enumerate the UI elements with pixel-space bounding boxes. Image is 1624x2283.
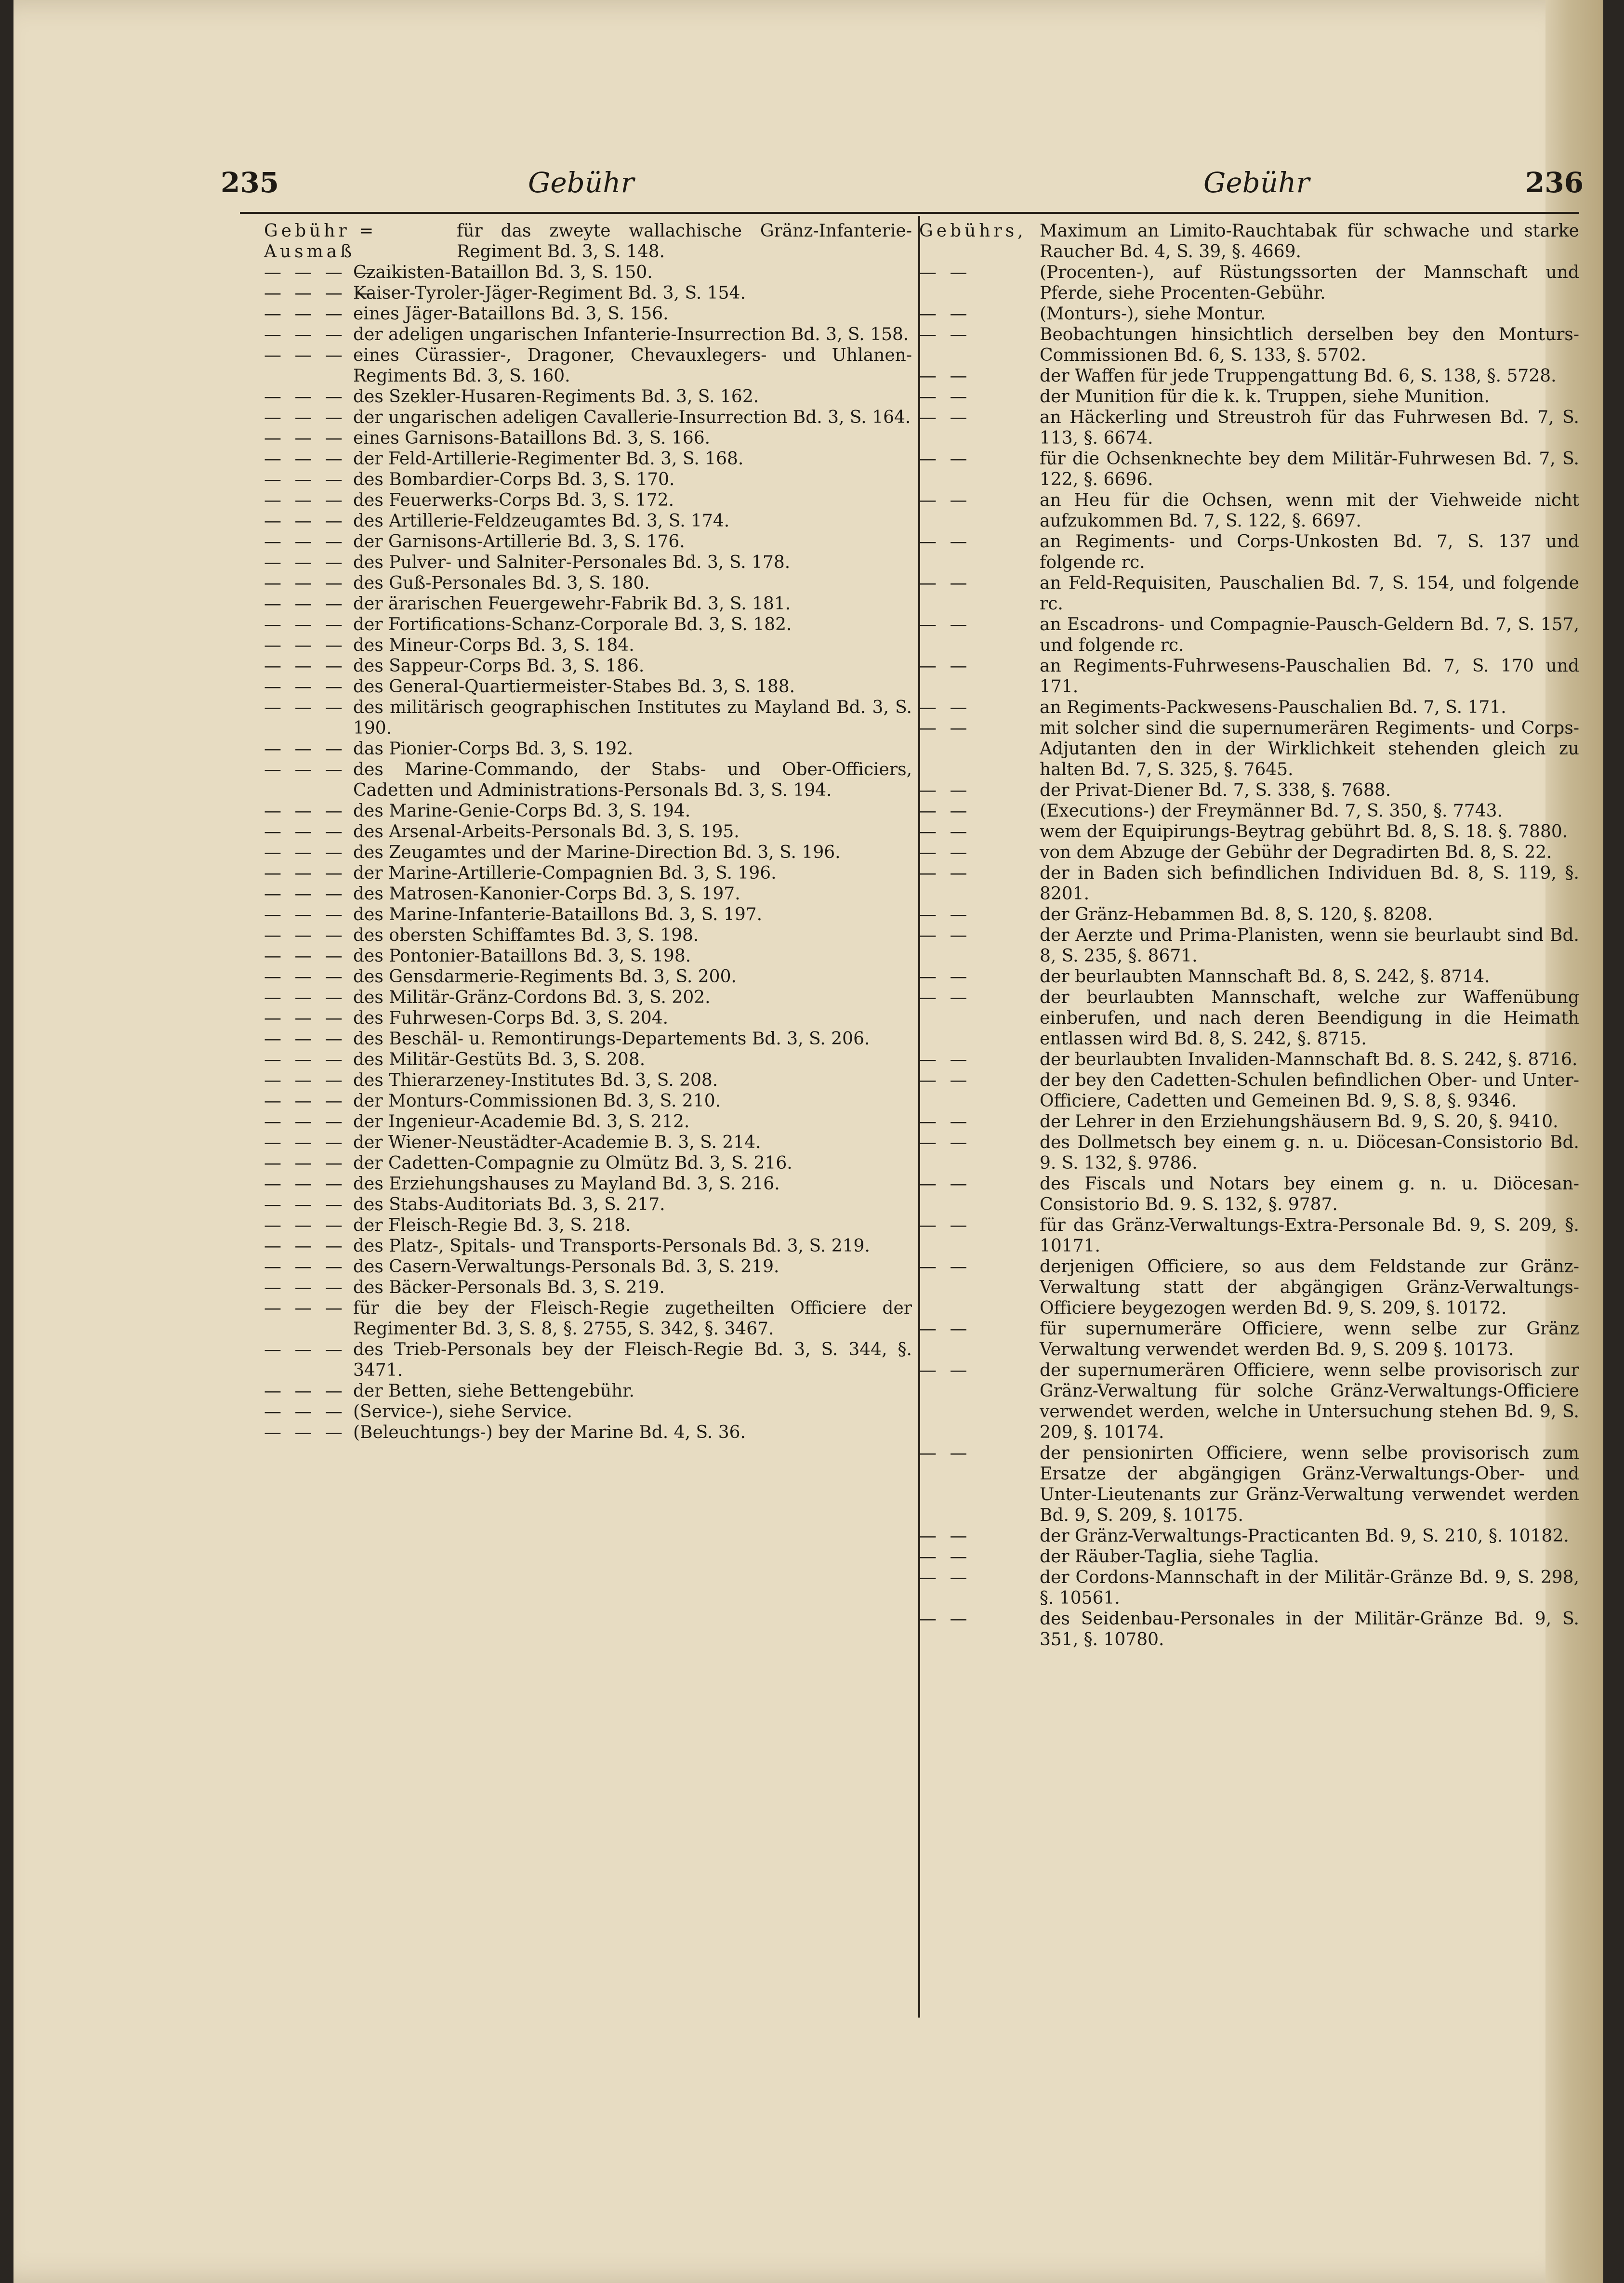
repeat-dashes: — — —: [264, 532, 346, 552]
repeat-dashes: — —: [919, 490, 971, 510]
repeat-dashes: — — —: [264, 449, 346, 469]
repeat-dashes: — —: [919, 1174, 971, 1194]
entry-text: der Feld-Artillerie-Regimenter Bd. 3, S. 168.: [353, 449, 744, 469]
repeat-dashes: — — —: [264, 822, 346, 842]
entry-text: der Cadetten-Compagnie zu Olmütz Bd. 3, S. 216.: [353, 1153, 792, 1173]
index-entry: [919, 842, 1579, 863]
right-head-label: Gebührs,: [919, 221, 1027, 241]
repeat-dashes: — — —: [264, 1381, 346, 1401]
repeat-dashes: — —: [919, 863, 971, 883]
index-entry: [919, 987, 1579, 1049]
index-entry: [919, 1070, 1579, 1111]
index-entry: [264, 1091, 912, 1111]
entry-text: der Monturs-Commissionen Bd. 3, S. 210.: [353, 1091, 721, 1111]
repeat-dashes: — —: [919, 1547, 971, 1567]
entry-text: Kaiser-Tyroler-Jäger-Regiment Bd. 3, S. 154.: [353, 283, 746, 303]
index-entry: [264, 1298, 912, 1339]
entry-text: des Fiscals und Notars bey einem g. n. u. Diöcesan-Consistorio Bd. 9. S. 132, §. 9787.: [1040, 1174, 1579, 1214]
repeat-dashes: — — —: [264, 345, 346, 365]
right-head-entry: [919, 221, 1579, 262]
entry-text: des Erziehungshauses zu Mayland Bd. 3, S. 216.: [353, 1174, 780, 1194]
entry-text: des Feuerwerks-Corps Bd. 3, S. 172.: [353, 490, 674, 510]
repeat-dashes: — —: [919, 1360, 971, 1380]
repeat-dashes: — —: [919, 1257, 971, 1277]
repeat-dashes: — — —: [264, 1236, 346, 1256]
repeat-dashes: — — —: [264, 1112, 346, 1132]
repeat-dashes: — — —: [264, 594, 346, 614]
repeat-dashes: — — —: [264, 1050, 346, 1069]
repeat-dashes: — —: [919, 1050, 971, 1069]
repeat-dashes: — —: [919, 1215, 971, 1235]
index-entry: [919, 656, 1579, 697]
entry-text: für supernumeräre Officiere, wenn selbe zur Gränz Verwaltung verwendet werden Bd. 9, S. 209 §. 10173.: [1040, 1319, 1579, 1359]
repeat-dashes: — —: [919, 801, 971, 821]
repeat-dashes: — —: [919, 1526, 971, 1546]
entry-text: für die Ochsenknechte bey dem Militär-Fuhrwesen Bd. 7, S. 122, §. 6696.: [1040, 449, 1579, 489]
entry-text: der Wiener-Neustädter-Academie B. 3, S. 214.: [353, 1133, 761, 1152]
index-entry: [919, 1609, 1579, 1650]
repeat-dashes: — —: [919, 1443, 971, 1463]
index-entry: [919, 1567, 1579, 1609]
index-entry: [919, 1256, 1579, 1319]
repeat-dashes: — — —: [264, 1070, 346, 1090]
entry-text: des Seidenbau-Personales in der Militär-Gränze Bd. 9, S. 351, §. 10780.: [1040, 1609, 1579, 1650]
entry-text: der beurlaubten Invaliden-Mannschaft Bd. 8. S. 242, §. 8716.: [1040, 1050, 1578, 1069]
repeat-dashes: — —: [919, 366, 971, 386]
entry-text: der Fleisch-Regie Bd. 3, S. 218.: [353, 1215, 631, 1235]
index-entry: [264, 573, 912, 594]
entry-text: der supernumerären Officiere, wenn selbe provisorisch zur Gränz-Verwaltung für solche Gränz-Verwaltungs-Officiere verwendet werden, welche in Untersuchung stehen Bd. 9, S. 209, §. 10174.: [1040, 1360, 1579, 1442]
repeat-dashes: — — —: [264, 1091, 346, 1111]
entry-text: des Zeugamtes und der Marine-Direction Bd. 3, S. 196.: [353, 843, 841, 862]
repeat-dashes: — — —: [264, 863, 346, 883]
entry-text: des Stabs-Auditoriats Bd. 3, S. 217.: [353, 1195, 665, 1214]
index-entry: [264, 1339, 912, 1381]
entry-text: der ungarischen adeligen Cavallerie-Insurrection Bd. 3, S. 164.: [353, 408, 911, 427]
entry-text: (Procenten-), auf Rüstungssorten der Mannschaft und Pferde, siehe Procenten-Gebühr.: [1040, 263, 1579, 303]
repeat-dashes: — —: [919, 1112, 971, 1132]
entry-text: der Ingenieur-Academie Bd. 3, S. 212.: [353, 1112, 690, 1132]
entry-text: des Fuhrwesen-Corps Bd. 3, S. 204.: [353, 1008, 669, 1028]
entry-text: der Privat-Diener Bd. 7, S. 338, §. 7688.: [1040, 780, 1391, 800]
running-head-left: Gebühr: [528, 166, 634, 199]
repeat-dashes: — — —: [264, 1257, 346, 1277]
index-entry: [919, 573, 1579, 614]
repeat-dashes: — —: [919, 967, 971, 987]
repeat-dashes: — — —: [264, 635, 346, 655]
repeat-dashes: — — —: [264, 470, 346, 489]
repeat-dashes: — —: [919, 408, 971, 427]
index-entry: [264, 1174, 912, 1194]
index-entry: [264, 884, 912, 904]
left-head-text: für das zweyte wallachische Gränz-Infanterie-Regiment Bd. 3, S. 148.: [457, 221, 912, 262]
entry-text: für das Gränz-Verwaltungs-Extra-Personale Bd. 9, S. 209, §. 10171.: [1040, 1215, 1579, 1256]
repeat-dashes: — — —: [264, 490, 346, 510]
repeat-dashes: — — —: [264, 739, 346, 759]
repeat-dashes: — —: [919, 925, 971, 945]
entry-text: des Casern-Verwaltungs-Personals Bd. 3, S. 219.: [353, 1257, 779, 1277]
index-entry: [264, 614, 912, 635]
index-entry: [264, 1132, 912, 1153]
repeat-dashes: — — —: [264, 1133, 346, 1152]
repeat-dashes: — —: [919, 1568, 971, 1587]
repeat-dashes: — — —: [264, 304, 346, 324]
index-entry: [264, 1277, 912, 1298]
entry-text: der ärarischen Feuergewehr-Fabrik Bd. 3, S. 181.: [353, 594, 791, 614]
repeat-dashes: — — —: [264, 801, 346, 821]
index-entry: [264, 531, 912, 552]
index-entry: [264, 511, 912, 531]
repeat-dashes: — —: [919, 988, 971, 1007]
entry-text: des Marine-Commando, der Stabs- und Ober-Officiers, Cadetten und Administrations-Personals Bd. 3, S. 194.: [353, 760, 912, 800]
left-column: [264, 221, 912, 1443]
repeat-dashes: — — —: [264, 1008, 346, 1028]
repeat-dashes: — —: [919, 656, 971, 676]
repeat-dashes: — — —: [264, 511, 346, 531]
repeat-dashes: — — —: [264, 677, 346, 697]
repeat-dashes: — —: [919, 1070, 971, 1090]
index-entry: [264, 946, 912, 966]
entry-text: der Gränz-Hebammen Bd. 8, S. 120, §. 8208.: [1040, 905, 1433, 924]
index-entry: [919, 821, 1579, 842]
index-entry: [264, 324, 912, 345]
entry-text: des Bäcker-Personals Bd. 3, S. 219.: [353, 1278, 665, 1297]
left-head-entry: [264, 221, 912, 262]
entry-text: (Executions-) der Freymänner Bd. 7, S. 350, §. 7743.: [1040, 801, 1503, 821]
entry-text: (Beleuchtungs-) bey der Marine Bd. 4, S. 36.: [353, 1423, 746, 1442]
repeat-dashes: — — —: [264, 925, 346, 945]
index-entry: [264, 552, 912, 573]
repeat-dashes: — — —: [264, 843, 346, 862]
entry-text: der adeligen ungarischen Infanterie-Insurrection Bd. 3, S. 158.: [353, 325, 909, 344]
index-entry: [264, 676, 912, 697]
entry-text: der beurlaubten Mannschaft, welche zur Waffenübung einberufen, und nach deren Beendigung in die Heimath entlassen wird Bd. 8, S. 242, §. 8715.: [1040, 988, 1579, 1049]
index-entry: [919, 801, 1579, 821]
entry-text: des Platz-, Spitals- und Transports-Personals Bd. 3, S. 219.: [353, 1236, 870, 1256]
index-entry: [264, 490, 912, 511]
right-entry-list: [919, 262, 1579, 1650]
entry-text: der Cordons-Mannschaft in der Militär-Gränze Bd. 9, S. 298, §. 10561.: [1040, 1568, 1579, 1608]
index-entry: [264, 1215, 912, 1236]
entry-text: des Matrosen-Kanonier-Corps Bd. 3, S. 197.: [353, 884, 740, 904]
entry-text: an Regiments-Fuhrwesens-Pauschalien Bd. 7, S. 170 und 171.: [1040, 656, 1579, 697]
entry-text: des Thierarzeney-Institutes Bd. 3, S. 208.: [353, 1070, 718, 1090]
repeat-dashes: — —: [919, 843, 971, 862]
entry-text: an Feld-Requisiten, Pauschalien Bd. 7, S. 154, und folgende rc.: [1040, 573, 1579, 614]
index-entry: [919, 407, 1579, 449]
entry-text: des Arsenal-Arbeits-Personals Bd. 3, S. 195.: [353, 822, 739, 842]
repeat-dashes: — —: [919, 698, 971, 717]
index-entry: [264, 1070, 912, 1091]
index-entry: [919, 925, 1579, 966]
repeat-dashes: — — —: [264, 1215, 346, 1235]
index-entry: [919, 1132, 1579, 1174]
index-entry: [919, 490, 1579, 531]
index-entry: [264, 1422, 912, 1443]
entry-text: wem der Equipirungs-Beytrag gebührt Bd. 8, S. 18. §. 7880.: [1040, 822, 1568, 842]
index-entry: [264, 1153, 912, 1174]
repeat-dashes: — — —: [264, 1153, 346, 1173]
entry-text: des Gensdarmerie-Regiments Bd. 3, S. 200.: [353, 967, 737, 987]
index-entry: [264, 966, 912, 987]
running-head-right: Gebühr: [1203, 166, 1310, 199]
repeat-dashes: — —: [919, 1133, 971, 1152]
entry-text: des Marine-Infanterie-Bataillons Bd. 3, S. 197.: [353, 905, 763, 924]
repeat-dashes: — —: [919, 780, 971, 800]
entry-text: derjenigen Officiere, so aus dem Feldstande zur Gränz-Verwaltung statt der abgängigen Gränz-Verwaltungs-Officiere beygezogen werden Bd. 9, S. 209, §. 10172.: [1040, 1257, 1579, 1318]
index-entry: [264, 904, 912, 925]
entry-text: eines Jäger-Bataillons Bd. 3, S. 156.: [353, 304, 669, 324]
entry-text: der Munition für die k. k. Truppen, siehe Munition.: [1040, 387, 1490, 407]
repeat-dashes: — — —: [264, 1278, 346, 1297]
repeat-dashes: — — —: [264, 946, 346, 966]
index-entry: [919, 1319, 1579, 1360]
index-entry: [264, 594, 912, 614]
repeat-dashes: — — —: [264, 698, 346, 717]
repeat-dashes: — — — —: [264, 283, 377, 303]
index-entry: [264, 407, 912, 428]
entry-text: des Beschäl- u. Remontirungs-Departements Bd. 3, S. 206.: [353, 1029, 870, 1049]
index-entry: [264, 842, 912, 863]
repeat-dashes: — —: [919, 325, 971, 344]
entry-text: an Regiments-Packwesens-Pauschalien Bd. 7, S. 171.: [1040, 698, 1506, 717]
index-entry: [919, 304, 1579, 324]
entry-text: des Pontonier-Bataillons Bd. 3, S. 198.: [353, 946, 691, 966]
index-entry: [919, 1526, 1579, 1546]
index-entry: [264, 304, 912, 324]
index-entry: [264, 987, 912, 1008]
repeat-dashes: — —: [919, 532, 971, 552]
entry-text: der Garnisons-Artillerie Bd. 3, S. 176.: [353, 532, 685, 552]
repeat-dashes: — — —: [264, 1423, 346, 1442]
index-entry: [264, 863, 912, 884]
entry-text: des Pulver- und Salniter-Personales Bd. 3, S. 178.: [353, 553, 791, 572]
index-entry: [919, 1546, 1579, 1567]
page-number-left: 235: [221, 166, 279, 199]
repeat-dashes: — — —: [264, 615, 346, 634]
index-entry: [919, 531, 1579, 573]
repeat-dashes: — — —: [264, 656, 346, 676]
entry-text: das Pionier-Corps Bd. 3, S. 192.: [353, 739, 634, 759]
index-entry: [919, 966, 1579, 987]
repeat-dashes: — —: [919, 304, 971, 324]
right-column: [919, 221, 1579, 1650]
left-entry-list: [264, 262, 912, 1443]
repeat-dashes: — —: [919, 822, 971, 842]
entry-text: des Sappeur-Corps Bd. 3, S. 186.: [353, 656, 645, 676]
repeat-dashes: — — —: [264, 884, 346, 904]
repeat-dashes: — — —: [264, 1195, 346, 1214]
repeat-dashes: — —: [919, 905, 971, 924]
repeat-dashes: — —: [919, 449, 971, 469]
repeat-dashes: — — —: [264, 428, 346, 448]
entry-text: des Dollmetsch bey einem g. n. u. Diöcesan-Consistorio Bd. 9. S. 132, §. 9786.: [1040, 1133, 1579, 1173]
entry-text: des General-Quartiermeister-Stabes Bd. 3, S. 188.: [353, 677, 795, 697]
entry-text: an Regiments- und Corps-Unkosten Bd. 7, S. 137 und folgende rc.: [1040, 532, 1579, 572]
index-entry: [264, 345, 912, 386]
index-entry: [264, 1401, 912, 1422]
left-head-label: Gebühr = Ausmaß: [264, 221, 377, 262]
repeat-dashes: — —: [919, 615, 971, 634]
repeat-dashes: — — —: [264, 905, 346, 924]
entry-text: der Räuber-Taglia, siehe Taglia.: [1040, 1547, 1320, 1567]
repeat-dashes: — — — —: [264, 263, 377, 282]
index-entry: [264, 697, 912, 739]
repeat-dashes: — — —: [264, 387, 346, 407]
repeat-dashes: — —: [919, 1609, 971, 1629]
index-entry: [919, 366, 1579, 386]
index-entry: [264, 739, 912, 759]
entry-text: an Heu für die Ochsen, wenn mit der Viehweide nicht aufzukommen Bd. 7, S. 122, §. 6697.: [1040, 490, 1579, 531]
header-rule: [240, 212, 1579, 214]
index-entry: [264, 283, 912, 304]
repeat-dashes: — — —: [264, 1029, 346, 1049]
index-entry: [919, 1174, 1579, 1215]
repeat-dashes: — — —: [264, 1340, 346, 1359]
index-entry: [264, 1236, 912, 1256]
entry-text: eines Garnisons-Bataillons Bd. 3, S. 166.: [353, 428, 711, 448]
entry-text: (Monturs-), siehe Montur.: [1040, 304, 1266, 324]
entry-text: der Lehrer in den Erziehungshäusern Bd. 9, S. 20, §. 9410.: [1040, 1112, 1558, 1132]
repeat-dashes: — —: [919, 263, 971, 282]
repeat-dashes: — —: [919, 718, 971, 738]
book-page: [13, 0, 1589, 2283]
repeat-dashes: — — —: [264, 760, 346, 779]
repeat-dashes: — — —: [264, 325, 346, 344]
entry-text: der Fortifications-Schanz-Corporale Bd. 3, S. 182.: [353, 615, 792, 634]
index-entry: [264, 925, 912, 946]
entry-text: des militärisch geographischen Institutes zu Mayland Bd. 3, S. 190.: [353, 698, 912, 738]
entry-text: der Aerzte und Prima-Planisten, wenn sie beurlaubt sind Bd. 8, S. 235, §. 8671.: [1040, 925, 1579, 966]
entry-text: des Militär-Gränz-Cordons Bd. 3, S. 202.: [353, 988, 711, 1007]
entry-text: für die bey der Fleisch-Regie zugetheilten Officiere der Regimenter Bd. 3, S. 8, §. 2755, S. 342, §. 3467.: [353, 1298, 912, 1339]
index-entry: [264, 821, 912, 842]
entry-text: des Mineur-Corps Bd. 3, S. 184.: [353, 635, 634, 655]
index-entry: [264, 1194, 912, 1215]
right-head-text: Maximum an Limito-Rauchtabak für schwache und starke Raucher Bd. 4, S. 39, §. 4669.: [1040, 221, 1579, 262]
entry-text: Beobachtungen hinsichtlich derselben bey den Monturs-Commissionen Bd. 6, S. 133, §. 5702.: [1040, 325, 1579, 365]
index-entry: [919, 386, 1579, 407]
index-entry: [919, 1049, 1579, 1070]
index-entry: [919, 1111, 1579, 1132]
repeat-dashes: — — —: [264, 967, 346, 987]
entry-text: der Gränz-Verwaltungs-Practicanten Bd. 9, S. 210, §. 10182.: [1040, 1526, 1569, 1546]
index-entry: [264, 1381, 912, 1401]
index-entry: [264, 469, 912, 490]
entry-text: der beurlaubten Mannschaft Bd. 8, S. 242, §. 8714.: [1040, 967, 1490, 987]
entry-text: von dem Abzuge der Gebühr der Degradirten Bd. 8, S. 22.: [1040, 843, 1552, 862]
index-entry: [264, 656, 912, 676]
index-entry: [919, 780, 1579, 801]
entry-text: des Militär-Gestüts Bd. 3, S. 208.: [353, 1050, 646, 1069]
entry-text: an Escadrons- und Compagnie-Pausch-Geldern Bd. 7, S. 157, und folgende rc.: [1040, 615, 1579, 655]
index-entry: [264, 801, 912, 821]
repeat-dashes: — — —: [264, 988, 346, 1007]
index-entry: [919, 324, 1579, 366]
index-entry: [264, 1029, 912, 1049]
index-entry: [919, 697, 1579, 718]
index-entry: [919, 1443, 1579, 1526]
index-entry: [919, 904, 1579, 925]
repeat-dashes: — — —: [264, 1174, 346, 1194]
entry-text: der bey den Cadetten-Schulen befindlichen Ober- und Unter-Officiere, Cadetten und Gemeinen Bd. 9, S. 8, §. 9346.: [1040, 1070, 1579, 1111]
entry-text: eines Cürassier-, Dragoner, Chevauxlegers- und Uhlanen-Regiments Bd. 3, S. 160.: [353, 345, 912, 386]
index-entry: [919, 1360, 1579, 1443]
entry-text: des Trieb-Personals bey der Fleisch-Regie Bd. 3, S. 344, §. 3471.: [353, 1340, 912, 1380]
entry-text: der Betten, siehe Bettengebühr.: [353, 1381, 634, 1401]
index-entry: [264, 1111, 912, 1132]
repeat-dashes: — —: [919, 573, 971, 593]
index-entry: [919, 1215, 1579, 1256]
entry-text: der Marine-Artillerie-Compagnien Bd. 3, S. 196.: [353, 863, 777, 883]
repeat-dashes: — — —: [264, 1298, 346, 1318]
entry-text: der in Baden sich befindlichen Individuen Bd. 8, S. 119, §. 8201.: [1040, 863, 1579, 904]
index-entry: [919, 449, 1579, 490]
entry-text: mit solcher sind die supernumerären Regiments- und Corps-Adjutanten den in der Wirklichkeit stehenden gleich zu halten Bd. 7, S. 325, §. 7645.: [1040, 718, 1579, 779]
entry-text: des Artillerie-Feldzeugamtes Bd. 3, S. 174.: [353, 511, 730, 531]
entry-text: der Waffen für jede Truppengattung Bd. 6, S. 138, §. 5728.: [1040, 366, 1557, 386]
page-number-right: 236: [1525, 166, 1584, 199]
index-entry: [919, 262, 1579, 304]
index-entry: [264, 635, 912, 656]
entry-text: des Marine-Genie-Corps Bd. 3, S. 194.: [353, 801, 691, 821]
index-entry: [264, 449, 912, 469]
index-entry: [919, 614, 1579, 656]
repeat-dashes: — —: [919, 387, 971, 407]
index-entry: [264, 1256, 912, 1277]
index-entry: [264, 759, 912, 801]
entry-text: des obersten Schiffamtes Bd. 3, S. 198.: [353, 925, 699, 945]
entry-text: (Service-), siehe Service.: [353, 1402, 572, 1422]
repeat-dashes: — — —: [264, 553, 346, 572]
index-entry: [919, 863, 1579, 904]
index-entry: [264, 386, 912, 407]
repeat-dashes: — —: [919, 1319, 971, 1339]
index-entry: [264, 1049, 912, 1070]
entry-text: des Guß-Personales Bd. 3, S. 180.: [353, 573, 650, 593]
entry-text: Czaikisten-Bataillon Bd. 3, S. 150.: [353, 263, 653, 282]
entry-text: des Bombardier-Corps Bd. 3, S. 170.: [353, 470, 675, 489]
repeat-dashes: — — —: [264, 1402, 346, 1422]
entry-text: an Häckerling und Streustroh für das Fuhrwesen Bd. 7, S. 113, §. 6674.: [1040, 408, 1579, 448]
index-entry: [264, 1008, 912, 1029]
entry-text: des Szekler-Husaren-Regiments Bd. 3, S. 162.: [353, 387, 759, 407]
repeat-dashes: — — —: [264, 408, 346, 427]
index-entry: [264, 428, 912, 449]
index-entry: [264, 262, 912, 283]
repeat-dashes: — — —: [264, 573, 346, 593]
index-entry: [919, 718, 1579, 780]
entry-text: der pensionirten Officiere, wenn selbe provisorisch zum Ersatze der abgängigen Gränz-Verwaltungs-Ober- und Unter-Lieutenants zur Gränz-Verwaltung verwendet werden Bd. 9, S. 209, §. 10175.: [1040, 1443, 1579, 1525]
